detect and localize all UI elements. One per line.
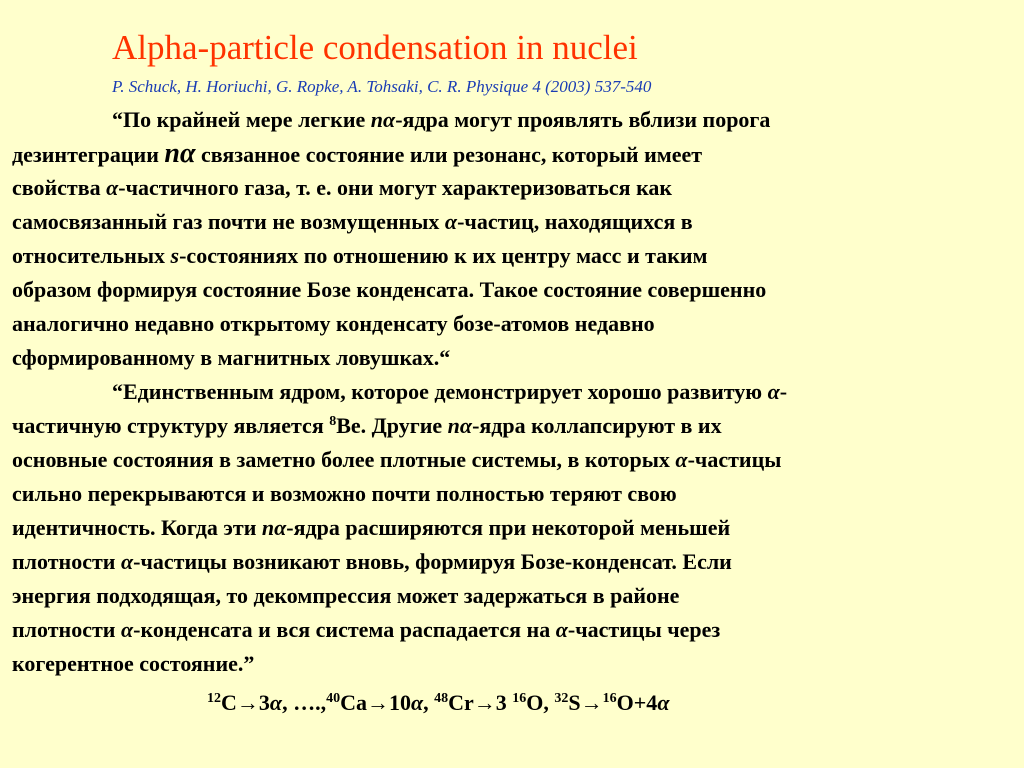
quote-paragraph-1 bbox=[12, 103, 1017, 375]
symbol-alpha: α bbox=[675, 447, 688, 472]
symbol-n-alpha: nα bbox=[164, 138, 196, 169]
symbol-alpha: α bbox=[106, 175, 119, 200]
text-line: сформированному в магнитных ловушках.“ bbox=[12, 345, 451, 370]
text-run: относительных bbox=[12, 243, 171, 268]
text-line bbox=[12, 205, 1017, 239]
formula-text: , …., bbox=[282, 690, 327, 715]
mass-number: 16 bbox=[602, 691, 617, 706]
text-run: -частицы bbox=[687, 447, 782, 472]
formula-text: S→ bbox=[568, 690, 603, 715]
text-run: плотности bbox=[12, 617, 121, 642]
formula-text: O+4 bbox=[616, 690, 658, 715]
text-line: образом формируя состояние Бозе конденсата. Такое состояние совершенно bbox=[12, 277, 767, 302]
text-run: -частицы через bbox=[567, 617, 721, 642]
text-run: Be. Другие bbox=[336, 413, 448, 438]
mass-number: 12 bbox=[207, 691, 221, 706]
mass-number: 32 bbox=[554, 691, 569, 706]
formula-text: C→3 bbox=[221, 690, 270, 715]
mass-number: 40 bbox=[326, 691, 341, 706]
text-run: самосвязанный газ почти не возмущенных bbox=[12, 209, 445, 234]
text-line bbox=[12, 613, 1017, 647]
text-run: свойства bbox=[12, 175, 107, 200]
symbol-s: s bbox=[170, 243, 180, 268]
text-run: дезинтеграции bbox=[12, 142, 165, 167]
text-line: аналогично недавно открытому конденсату бозе-атомов недавно bbox=[12, 311, 655, 336]
slide-title: Alpha-particle condensation in nuclei bbox=[112, 28, 638, 67]
body-text bbox=[12, 103, 1017, 681]
quote-paragraph-2 bbox=[12, 375, 1017, 681]
text-line bbox=[12, 545, 1017, 579]
text-run: - bbox=[779, 379, 788, 404]
text-run: -состояниях по отношению к их центру масс и таким bbox=[179, 243, 708, 268]
text-line: когерентное состояние.” bbox=[12, 651, 255, 676]
symbol-alpha: α bbox=[410, 690, 424, 715]
text-run: -частицы возникают вновь, формируя Бозе-конденсат. Если bbox=[133, 549, 732, 574]
text-line bbox=[12, 239, 1017, 273]
text-run: “Единственным ядром, которое демонстрирует хорошо развитую bbox=[112, 379, 768, 404]
formula-text: , bbox=[423, 690, 435, 715]
text-run: основные состояния в заметно более плотные системы, в которых bbox=[12, 447, 676, 472]
mass-number: 8 bbox=[329, 414, 337, 429]
citation: P. Schuck, H. Horiuchi, G. Ropke, A. Tohsaki, C. R. Physique 4 (2003) 537-540 bbox=[112, 77, 652, 96]
text-line: энергия подходящая, то декомпрессия может задержаться в районе bbox=[12, 583, 680, 608]
symbol-alpha: α bbox=[120, 617, 134, 642]
text-run: -ядра расширяются при некоторой меньшей bbox=[286, 515, 731, 540]
mass-number: 48 bbox=[434, 691, 449, 706]
decay-formula bbox=[207, 686, 669, 720]
text-run: частичную структуру является bbox=[12, 413, 330, 438]
text-run: плотности bbox=[12, 549, 121, 574]
text-line bbox=[12, 409, 1017, 443]
text-run: -ядра коллапсируют в их bbox=[472, 413, 722, 438]
mass-number: 16 bbox=[512, 691, 527, 706]
text-line bbox=[12, 375, 1017, 409]
symbol-n-alpha: nα bbox=[261, 515, 287, 540]
symbol-alpha: α bbox=[555, 617, 568, 642]
text-run: -конденсата и вся система распадается на bbox=[133, 617, 556, 642]
text-run: -ядра могут проявлять вблизи порога bbox=[395, 107, 771, 132]
symbol-n-alpha: nα bbox=[447, 413, 473, 438]
symbol-n-alpha: nα bbox=[370, 107, 396, 132]
text-line bbox=[12, 511, 1017, 545]
symbol-alpha: α bbox=[120, 549, 134, 574]
text-line: сильно перекрываются и возможно почти полностью теряют свою bbox=[12, 481, 677, 506]
text-run: -частичного газа, т. е. они могут характеризоваться как bbox=[118, 175, 673, 200]
formula-text: Cr→3 bbox=[448, 690, 513, 715]
formula-text: Ca→10 bbox=[340, 690, 411, 715]
symbol-alpha: α bbox=[657, 690, 670, 715]
text-line bbox=[12, 137, 1017, 171]
text-line bbox=[12, 171, 1017, 205]
text-line bbox=[12, 103, 1017, 137]
formula-text: O, bbox=[526, 690, 555, 715]
text-run: “По крайней мере легкие bbox=[112, 107, 371, 132]
symbol-alpha: α bbox=[767, 379, 780, 404]
symbol-alpha: α bbox=[444, 209, 458, 234]
symbol-alpha: α bbox=[269, 690, 283, 715]
text-line bbox=[12, 443, 1017, 477]
text-run: -частиц, находящихся в bbox=[457, 209, 693, 234]
text-run: идентичность. Когда эти bbox=[12, 515, 262, 540]
text-run: связанное состояние или резонанс, который имеет bbox=[195, 142, 703, 167]
